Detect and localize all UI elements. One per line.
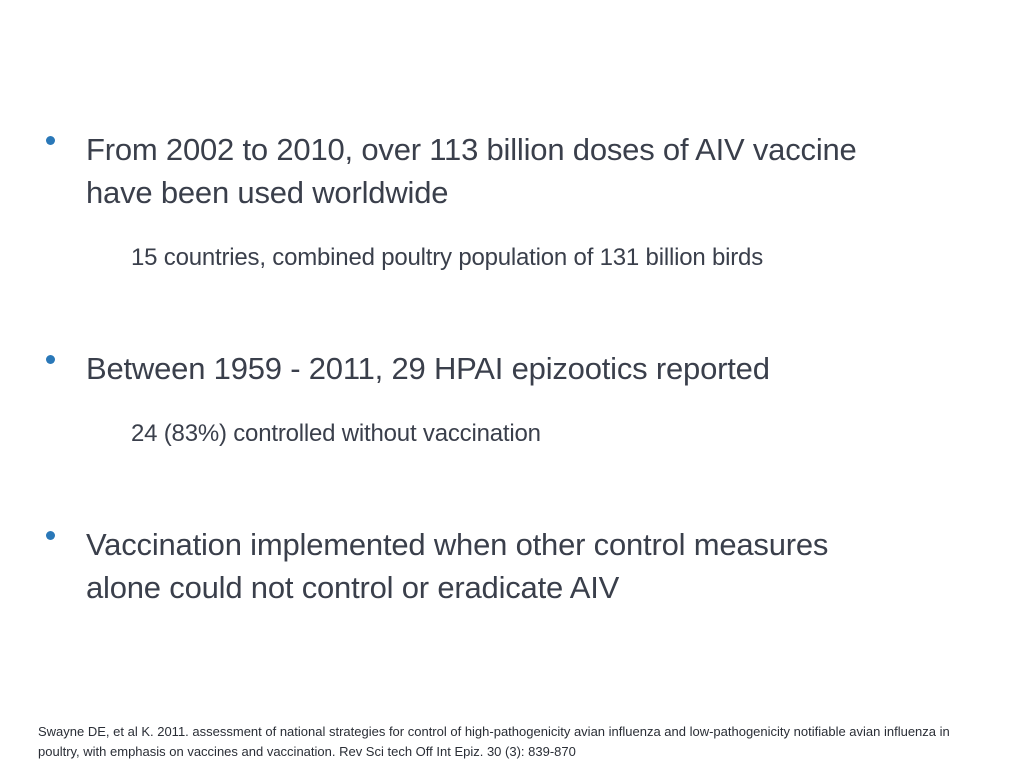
bullet-dot-icon xyxy=(46,531,55,540)
bullet-text-1: From 2002 to 2010, over 113 billion doses of AIV vaccine have been used worldwide xyxy=(86,132,857,210)
citation-footnote: Swayne DE, et al K. 2011. assessment of national strategies for control of high-pathogenicity avian influenza and low-pathogenicity notifiable avian influenza in poultry, with emphasis on vaccines and vaccination. Rev Sci tech Off Int Epiz. 30 (3): 839-870 xyxy=(38,724,950,759)
bullet-text-2: Between 1959 - 2011, 29 HPAI epizootics reported xyxy=(86,351,770,386)
bullet-dot-icon xyxy=(46,136,55,145)
bullet-text-3: Vaccination implemented when other control measures alone could not control or eradicate AIV xyxy=(86,527,829,605)
sub-point-1: 15 countries, combined poultry population of 131 billion birds xyxy=(131,244,764,271)
bullet-dot-icon xyxy=(46,355,55,364)
sub-point-2: 24 (83%) controlled without vaccination xyxy=(131,420,541,447)
